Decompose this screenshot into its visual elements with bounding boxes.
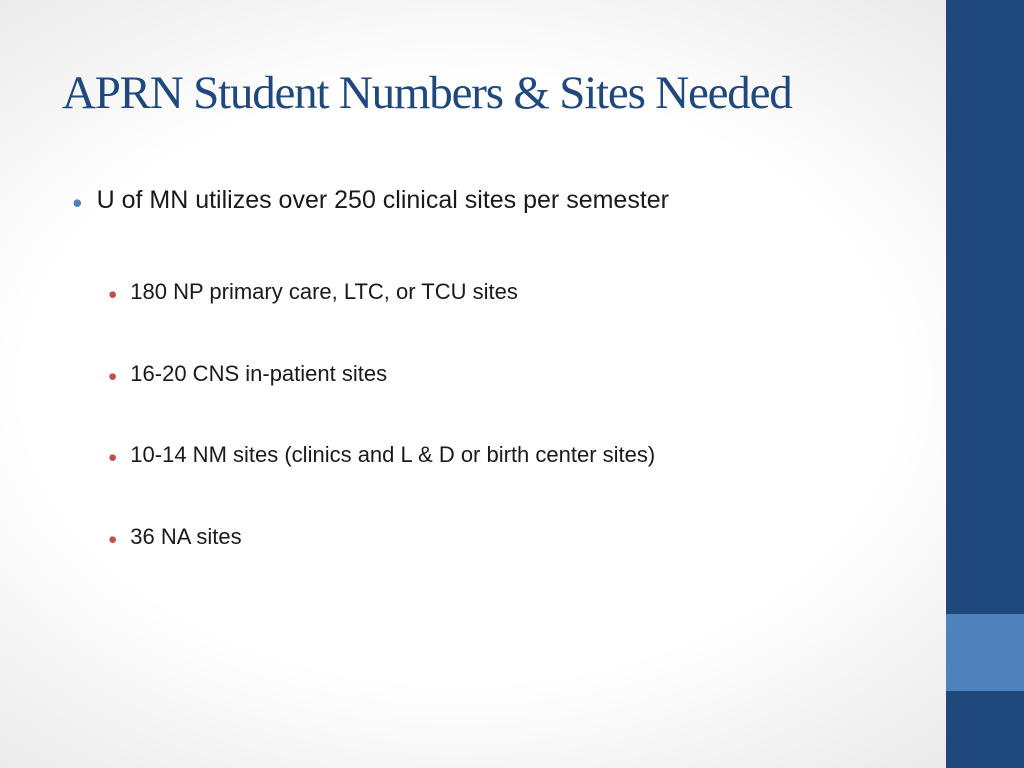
bullet-main [72, 186, 669, 215]
sub-bullet-na [108, 524, 242, 550]
bullet-dot-icon: ● [108, 531, 118, 548]
sub-bullet-text: 10-14 NM sites (clinics and L & D or birth center sites) [130, 442, 656, 467]
sub-bullet-np [108, 279, 518, 305]
side-bar-accent-block [946, 614, 1024, 691]
sub-bullet-text: 180 NP primary care, LTC, or TCU sites [130, 279, 518, 304]
bullet-dot-icon: ● [108, 368, 118, 385]
bullet-dot-icon: ● [108, 286, 118, 303]
sub-bullet-nm [108, 442, 655, 468]
bullet-dot-icon: ● [72, 192, 83, 212]
sub-bullet-cns [108, 361, 387, 387]
bullet-dot-icon: ● [108, 449, 118, 466]
slide-title: APRN Student Numbers & Sites Needed [62, 67, 792, 119]
sub-bullet-text: 36 NA sites [130, 524, 242, 549]
bullet-main-text: U of MN utilizes over 250 clinical sites per semester [96, 186, 670, 214]
sub-bullet-text: 16-20 CNS in-patient sites [130, 361, 388, 386]
